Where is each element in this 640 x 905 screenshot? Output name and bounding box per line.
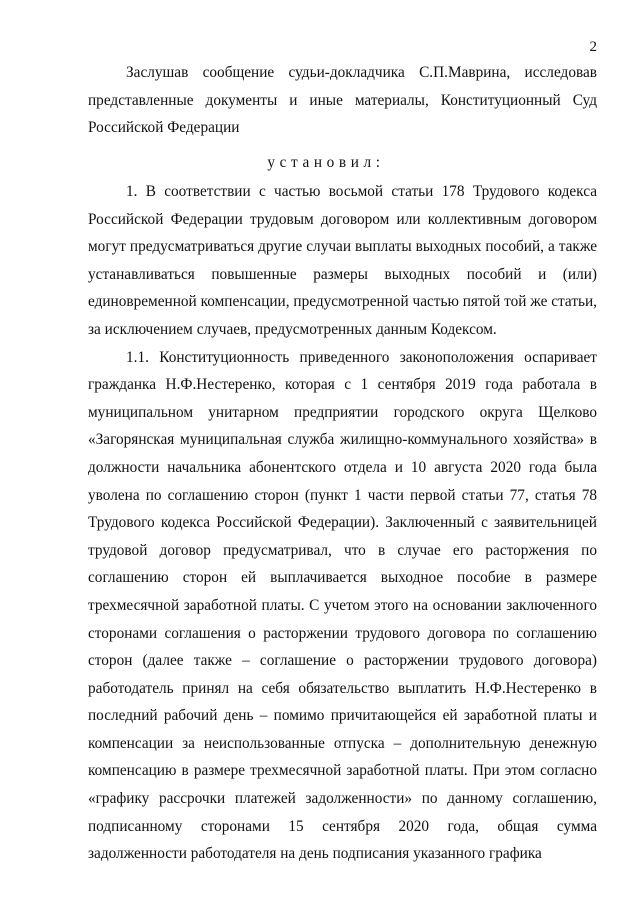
section-heading: установил: xyxy=(267,154,385,171)
intro-block xyxy=(88,59,597,142)
intro-paragraph: Заслушав сообщение судьи-докладчика С.П.Маврина, исследовав представленные документы и иные материалы, Конституционный Суд Российской Федерации xyxy=(88,64,597,137)
page-number: 2 xyxy=(589,39,597,55)
paragraph-1-1: 1.1. Конституционность приведенного законоположения оспаривает гражданка Н.Ф.Нестеренко, которая с 1 сентября 2019 года работала в муниципальном унитарном предприятии городского округа Щелково «Загорянская муниципальная служба жилищно-коммунального хозяйства» в должности начальника абонентского отдела и 10 августа 2020 года была уволена по соглашению сторон (пункт 1 части первой статьи 77, статья 78 Трудового кодекса Российской Федерации). Заключенный с заявительницей трудовой договор предусматривал, что в случае его расторжения по соглашению сторон ей выплачивается выходное пособие в размере трехмесячной заработной платы. С учетом этого на основании заключенного сторонами соглашения о расторжении трудового договора по соглашению сторон (далее также – соглашение о расторжении трудового договора) работодатель принял на себя обязательство выплатить Н.Ф.Нестеренко в последний рабочий день – помимо причитающейся ей заработной платы и компенсации за неиспользованные отпуска – дополнительную денежную компенсацию в размере трехмесячной заработной платы. При этом согласно «графику рассрочки платежей задолженности» по данному соглашению, подписанному сторонами 15 сентября 2020 года, общая сумма задолженности работодателя на день подписания указанного графика xyxy=(88,348,597,863)
body-block xyxy=(88,178,597,868)
paragraph-1: 1. В соответствии с частью восьмой статьи 178 Трудового кодекса Российской Федерации трудовым договором или коллективным договором могут предусматриваться другие случаи выплаты выходных пособий, а также устанавливаться повышенные размеры выходных пособий и (или) единовременной компенсации, предусмотренной частью пятой той же статьи, за исключением случаев, предусмотренных данным Кодексом. xyxy=(88,183,597,338)
